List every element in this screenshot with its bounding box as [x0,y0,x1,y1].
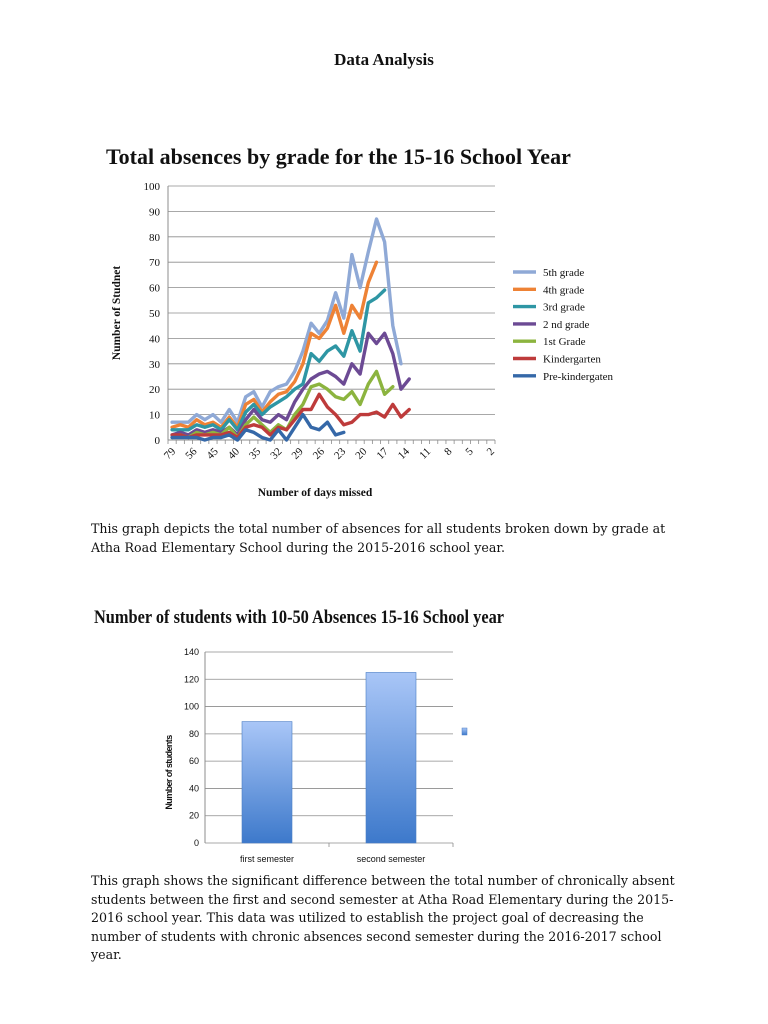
chart1-x-tick-label: 14 [395,445,413,462]
chart2-y-tick-label: 100 [183,701,199,712]
chart1-legend-label: Kindergarten [543,353,601,366]
chart2-y-tick-label: 20 [188,810,199,821]
chart1-y-tick-label: 100 [143,181,160,193]
chart2-title: Number of students with 10-50 Absences 15-16 School year [94,607,505,628]
chart2-y-tick-label: 140 [183,647,199,657]
chart2-y-tick-label: 60 [188,756,199,767]
chart1-legend-label: 5th grade [543,267,585,279]
chart1-legend-label: 3rd grade [543,301,585,314]
chart1-x-tick-label: 2 [484,445,498,459]
chart1-series-line [172,290,385,430]
chart1-y-tick-label: 90 [149,206,160,219]
chart2-bar [366,672,416,843]
chart1-x-tick-label: 56 [183,445,200,462]
chart2-y-tick-label: 80 [188,728,199,739]
chart1-legend-label: Pre-kindergaten [543,370,614,383]
chart2-y-tick-label: 0 [193,838,199,848]
chart1-x-tick-label: 29 [289,445,306,462]
chart1-x-tick-label: 8 [442,445,455,459]
chart1-legend-label: 4th grade [543,284,585,297]
chart2-y-axis-label: Number of students [164,735,174,810]
chart1-x-tick-label: 40 [225,445,242,462]
chart1-y-tick-label: 40 [149,333,160,346]
chart2-y-tick-label: 40 [188,783,199,794]
chart2-bar [242,722,292,843]
chart1-x-tick-label: 32 [268,445,285,462]
chart1-x-tick-label: 11 [417,445,434,462]
chart2-y-tick-label: 120 [183,674,199,685]
chart1-legend-label: 2 nd grade [543,318,590,331]
chart1-x-tick-label: 17 [374,445,391,462]
chart1-x-tick-label: 79 [161,445,179,462]
chart1-legend-label: 1st Grade [543,336,586,349]
chart2-legend-swatch [462,728,467,735]
chart1-y-tick-label: 20 [149,384,160,397]
chart1-y-tick-label: 60 [149,282,160,295]
chart1-y-tick-label: 30 [149,358,160,371]
chart1-y-tick-label: 10 [149,409,160,422]
chart1-x-tick-label: 26 [310,445,327,462]
chart1-y-tick-label: 0 [154,435,160,447]
chart2-x-tick-label: second semester [356,854,426,864]
document-heading: Data Analysis [334,50,434,69]
chart2-description: This graph shows the significant difference between the total number of chronically absent students between the first and second semester at Atha Road Elementary during the 2015-2016 school year. This data was utilized to establish the project goal of decreasing the number of students with chronic absences second semester during the 2016-2017 school year. [91,873,675,962]
chart1-x-tick-label: 23 [331,445,349,462]
chart1-y-tick-label: 50 [149,308,160,320]
chart1-x-tick-label: 35 [246,445,264,462]
chart1-x-tick-label: 20 [353,445,370,462]
chart1-y-tick-label: 70 [149,257,160,270]
chart1-title: Total absences by grade for the 15-16 School Year [106,144,571,169]
chart1-y-tick-label: 80 [149,231,160,244]
chart1-x-axis-label: Number of days missed [257,487,373,499]
chart1-y-axis-label: Number of Studnet [111,265,123,361]
chart1-x-tick-label: 5 [463,445,476,459]
chart2-x-tick-label: first semester [239,854,295,864]
chart1-x-tick-label: 45 [204,445,221,462]
chart1-description: This graph depicts the total number of absences for all students broken down by grade at Atha Road Elementary School during the 2015-2016 school year. [91,521,666,555]
